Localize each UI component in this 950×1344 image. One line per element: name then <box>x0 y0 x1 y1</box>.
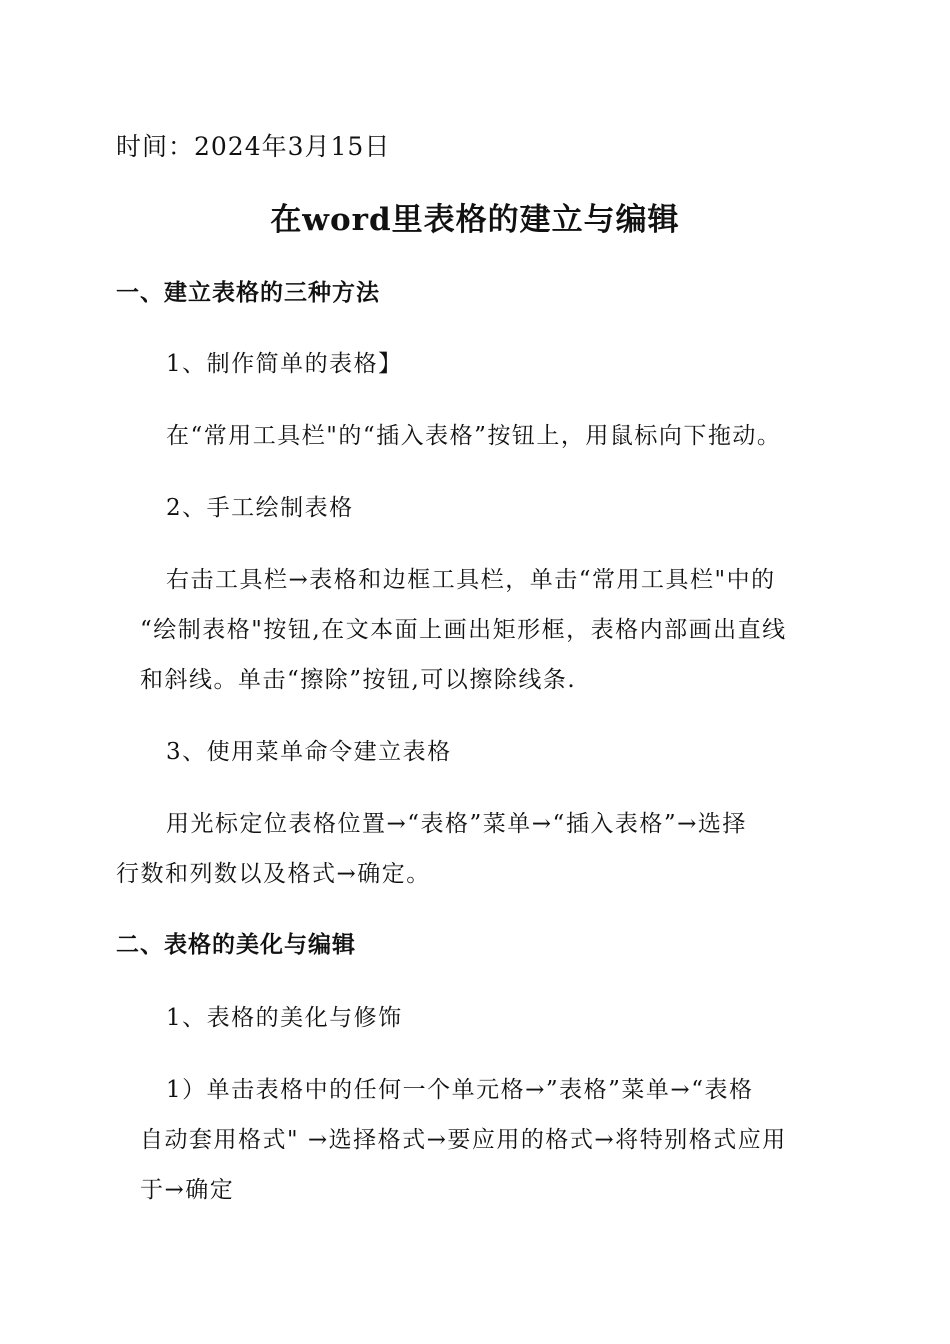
date-line: 时间：2024年3月15日 <box>116 132 391 161</box>
paragraph-line: 行数和列数以及格式→确定。 <box>116 861 431 887</box>
paragraph-line: “绘制表格"按钮,在文本面上画出矩形框，表格内部画出直线 <box>140 617 787 643</box>
document-title: 在word里表格的建立与编辑 <box>270 202 680 238</box>
subsection-title-1-1: 1、制作简单的表格】 <box>166 351 403 377</box>
section-heading-1: 一、建立表格的三种方法 <box>116 279 380 306</box>
subsection-title-1-2: 2、手工绘制表格 <box>166 495 354 521</box>
paragraph-line: 于→确定 <box>140 1177 235 1203</box>
subsection-title-1-3: 3、使用菜单命令建立表格 <box>166 739 452 765</box>
paragraph-line: 用光标定位表格位置→“表格”菜单→“插入表格”→选择 <box>166 811 747 837</box>
section-heading-2: 二、表格的美化与编辑 <box>116 931 356 958</box>
paragraph-line: 右击工具栏→表格和边框工具栏，单击“常用工具栏"中的 <box>166 567 776 593</box>
paragraph-line: 在“常用工具栏"的“插入表格”按钮上，用鼠标向下拖动。 <box>166 423 782 449</box>
subsection-title-2-1: 1、表格的美化与修饰 <box>166 1005 403 1031</box>
paragraph-line: 自动套用格式" →选择格式→要应用的格式→将特别格式应用 <box>140 1127 787 1153</box>
paragraph-line: 和斜线。单击“擦除”按钮,可以擦除线条. <box>140 667 577 693</box>
paragraph-line: 1）单击表格中的任何一个单元格→”表格”菜单→“表格 <box>166 1077 754 1103</box>
